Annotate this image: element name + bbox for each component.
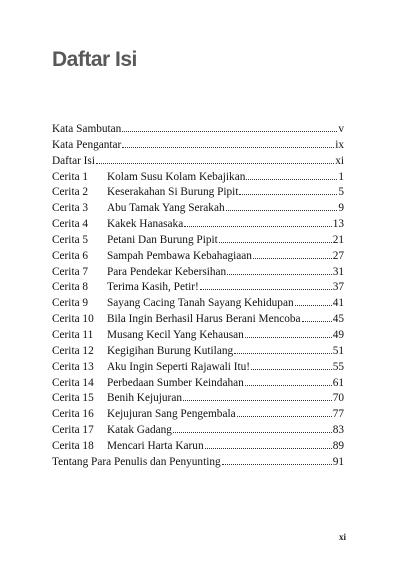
toc-entry-number: Cerita 14 [52, 376, 94, 389]
toc-dot-leader [122, 131, 337, 132]
toc-dot-leader [234, 353, 332, 354]
toc-entry-title: Para Pendekar Kebersihan [107, 265, 227, 278]
toc-entry [52, 439, 344, 455]
toc-entry-page: 70 [332, 392, 344, 405]
toc-entry-number: Cerita 5 [52, 233, 89, 246]
toc-dot-leader [219, 242, 332, 243]
page-title: Daftar Isi [52, 48, 137, 71]
toc-entry-number: Cerita 6 [52, 249, 89, 262]
toc-entry-title: Perbedaan Sumber Keindahan [107, 376, 244, 389]
toc-entry-title: Terima Kasih, Petir! [107, 281, 199, 294]
toc-entry-title: Kejujuran Sang Pengembala [107, 408, 236, 421]
toc-entry-page: ix [335, 138, 344, 151]
toc-entry-page: 5 [338, 186, 344, 199]
toc-entry-number: Cerita 17 [52, 424, 94, 437]
toc-entry-number: Cerita 7 [52, 265, 89, 278]
toc-entry [52, 154, 344, 170]
toc-dot-leader [200, 289, 332, 290]
table-of-contents [52, 122, 344, 471]
toc-entry-title: Petani Dan Burung Pipit [107, 233, 218, 246]
toc-entry-page: 89 [332, 439, 344, 452]
toc-dot-leader [295, 305, 332, 306]
toc-entry-title: Tentang Para Penulis dan Penyunting [52, 455, 221, 468]
toc-entry [52, 249, 344, 265]
toc-dot-leader [302, 321, 332, 322]
toc-entry-page: 21 [332, 233, 344, 246]
toc-dot-leader [246, 179, 337, 180]
toc-dot-leader [237, 416, 332, 417]
toc-entry [52, 391, 344, 407]
toc-entry-page: 45 [332, 313, 344, 326]
toc-entry [52, 296, 344, 312]
toc-entry [52, 138, 344, 154]
toc-entry-number: Cerita 8 [52, 281, 89, 294]
toc-entry [52, 280, 344, 296]
toc-entry [52, 344, 344, 360]
toc-dot-leader [239, 194, 337, 195]
toc-entry-page: 41 [332, 297, 344, 310]
toc-entry-page: xi [335, 154, 344, 167]
toc-entry-page: 27 [332, 249, 344, 262]
toc-dot-leader [96, 163, 334, 164]
toc-entry-title: Mencari Harta Karun [107, 439, 204, 452]
toc-entry [52, 122, 344, 138]
toc-dot-leader [173, 432, 332, 433]
toc-entry-page: 51 [332, 344, 344, 357]
toc-entry [52, 233, 344, 249]
toc-entry-page: 9 [338, 202, 344, 215]
toc-entry-page: 13 [332, 218, 344, 231]
toc-entry-title: Kakek Hanasaka [107, 218, 184, 231]
toc-dot-leader [226, 210, 338, 211]
toc-entry-title: Bila Ingin Berhasil Harus Berani Mencoba [107, 313, 301, 326]
toc-entry-number: Cerita 4 [52, 218, 89, 231]
toc-entry [52, 217, 344, 233]
toc-entry-page: 37 [332, 281, 344, 294]
toc-entry-title: Kata Pengantar [52, 138, 122, 151]
toc-entry [52, 423, 344, 439]
toc-entry [52, 185, 344, 201]
toc-entry-number: Cerita 9 [52, 297, 89, 310]
toc-entry [52, 328, 344, 344]
toc-entry-title: Aku Ingin Seperti Rajawali Itu! [107, 360, 251, 373]
toc-entry-number: Cerita 2 [52, 186, 89, 199]
toc-entry-title: Sampah Pembawa Kebahagiaan [107, 249, 252, 262]
toc-entry-title: Daftar Isi [52, 154, 95, 167]
toc-dot-leader [253, 258, 332, 259]
toc-entry-page: 55 [332, 360, 344, 373]
toc-entry-page: 49 [332, 328, 344, 341]
toc-entry-page: v [338, 123, 344, 135]
toc-entry-number: Cerita 13 [52, 360, 94, 373]
toc-entry-title: Benih Kejujuran [107, 392, 182, 405]
toc-entry-title: Musang Kecil Yang Kehausan [107, 328, 244, 341]
toc-entry-title: Kata Sambutan [52, 123, 122, 135]
toc-entry-title: Kegigihan Burung Kutilang [107, 344, 234, 357]
toc-entry-page: 1 [338, 170, 344, 183]
toc-entry-title: Katak Gadang [107, 424, 172, 437]
toc-entry [52, 265, 344, 281]
toc-entry-number: Cerita 11 [52, 328, 94, 341]
toc-entry [52, 455, 344, 471]
footer-page-number: xi [339, 532, 347, 542]
toc-dot-leader [222, 464, 332, 465]
toc-entry-page: 77 [332, 408, 344, 421]
toc-entry-title: Keserakahan Si Burung Pipit [107, 186, 239, 199]
toc-dot-leader [184, 226, 331, 227]
toc-entry-number: Cerita 10 [52, 313, 94, 326]
toc-dot-leader [245, 385, 332, 386]
toc-dot-leader [205, 448, 332, 449]
toc-entry [52, 376, 344, 392]
toc-entry-number: Cerita 15 [52, 392, 94, 405]
toc-entry-page: 31 [332, 265, 344, 278]
toc-entry-page: 91 [332, 455, 344, 468]
toc-dot-leader [227, 274, 332, 275]
toc-entry [52, 201, 344, 217]
toc-entry-title: Sayang Cacing Tanah Sayang Kehidupan [107, 297, 294, 310]
toc-entry [52, 312, 344, 328]
toc-entry-number: Cerita 1 [52, 170, 89, 183]
toc-dot-leader [183, 400, 332, 401]
toc-entry [52, 360, 344, 376]
toc-dot-leader [245, 337, 332, 338]
toc-entry-title: Kolam Susu Kolam Kebajikan [107, 170, 246, 183]
toc-entry [52, 170, 344, 186]
toc-entry-page: 61 [332, 376, 344, 389]
toc-dot-leader [122, 147, 334, 148]
toc-entry-number: Cerita 12 [52, 344, 94, 357]
toc-entry-number: Cerita 3 [52, 202, 89, 215]
toc-entry-number: Cerita 16 [52, 408, 94, 421]
toc-entry-page: 83 [332, 424, 344, 437]
toc-entry-title: Abu Tamak Yang Serakah [107, 202, 225, 215]
toc-entry [52, 407, 344, 423]
toc-dot-leader [251, 369, 332, 370]
toc-entry-number: Cerita 18 [52, 439, 94, 452]
